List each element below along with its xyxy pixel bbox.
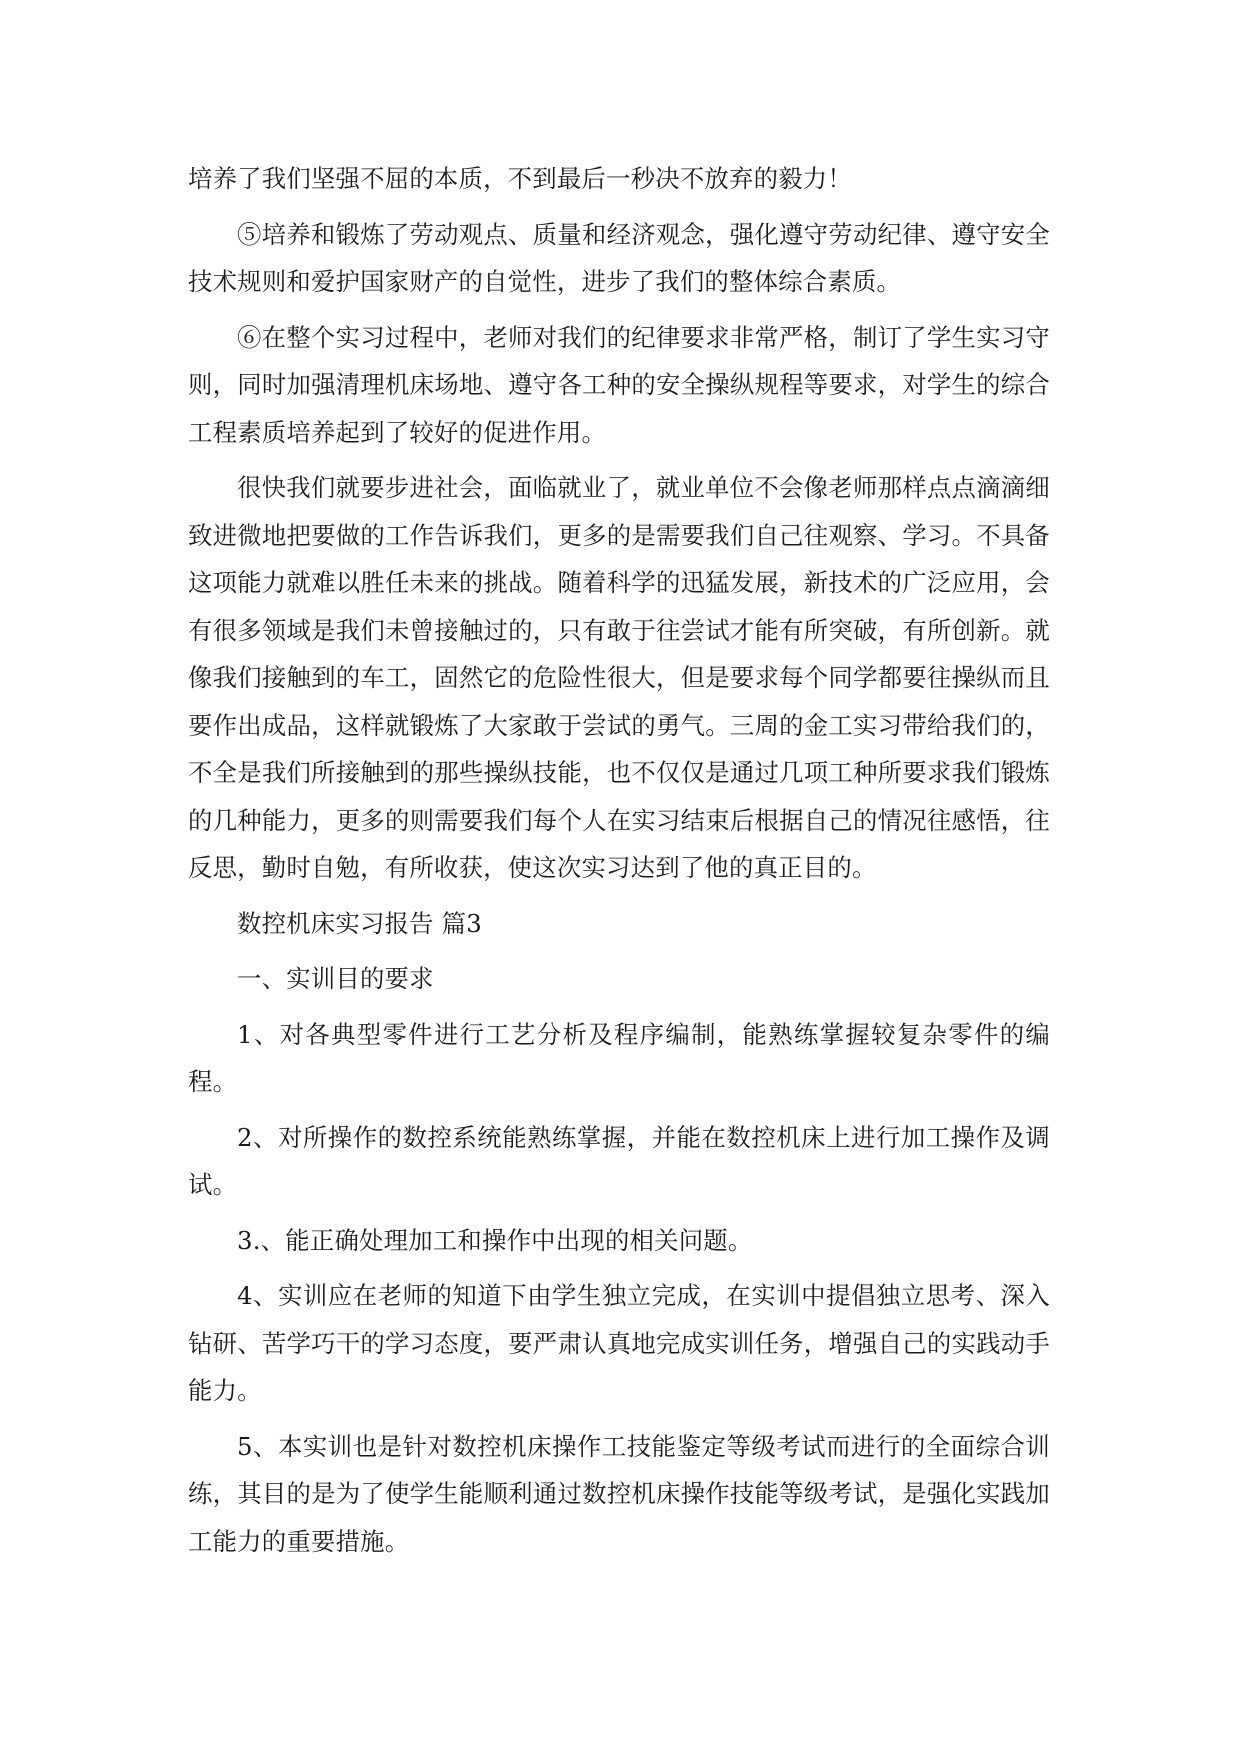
list-item-3: 3.、能正确处理加工和操作中出现的相关问题。 xyxy=(237,1225,753,1255)
list-item-4: 4、实训应在老师的知道下由学生独立完成，在实训中提倡独立思考、深入钻研、苦学巧干的学习态度，要严肃认真地完成实训任务，增强自己的实践动手能力。 xyxy=(188,1281,1050,1405)
paragraph-item-5: ⑤培养和锻炼了劳动观点、质量和经济观念，强化遵守劳动纪律、遵守安全技术规则和爱护国家财产的自觉性，进步了我们的整体综合素质。 xyxy=(188,219,1050,296)
paragraph-conclusion: 很快我们就要步进社会，面临就业了，就业单位不会像老师那样点点滴滴细致进微地把要做的工作告诉我们，更多的是需要我们自己往观察、学习。不具备这项能力就难以胜任未来的挑战。随着科学的迅猛发展，新技术的广泛应用，会有很多领域是我们未曾接触过的，只有敢于往尝试才能有所突破，有所创新。就像我们接触到的车工，固然它的危险性很大，但是要求每个同学都要往操纵而且要作出成品，这样就锻炼了大家敢于尝试的勇气。三周的金工实习带给我们的，不全是我们所接触到的那些操纵技能，也不仅仅是通过几项工种所要求我们锻炼的几种能力，更多的则需要我们每个人在实习结束后根据自己的情况往感悟，往反思，勤时自勉，有所收获，使这次实习达到了他的真正目的。 xyxy=(188,473,1050,882)
list-item-5: 5、本实训也是针对数控机床操作工技能鉴定等级考试而进行的全面综合训练，其目的是为了使学生能顺利通过数控机床操作技能等级考试，是强化实践加工能力的重要措施。 xyxy=(188,1431,1050,1556)
paragraph-item-6: ⑥在整个实习过程中，老师对我们的纪律要求非常严格，制订了学生实习守则，同时加强清理机床场地、遵守各工种的安全操纵规程等要求，对学生的综合工程素质培养起到了较好的促进作用。 xyxy=(188,322,1050,447)
document-body xyxy=(188,155,1050,1565)
subsection-heading: 一、实训目的要求 xyxy=(237,964,434,993)
section-heading: 数控机床实习报告 篇3 xyxy=(237,908,482,938)
list-item-1: 1、对各典型零件进行工艺分析及程序编制，能熟练掌握较复杂零件的编程。 xyxy=(188,1019,1050,1096)
list-item-2: 2、对所操作的数控系统能熟练掌握，并能在数控机床上进行加工操作及调试。 xyxy=(188,1122,1050,1199)
paragraph-continuation: 培养了我们坚强不屈的本质，不到最后一秒决不放弃的毅力！ xyxy=(188,164,852,193)
